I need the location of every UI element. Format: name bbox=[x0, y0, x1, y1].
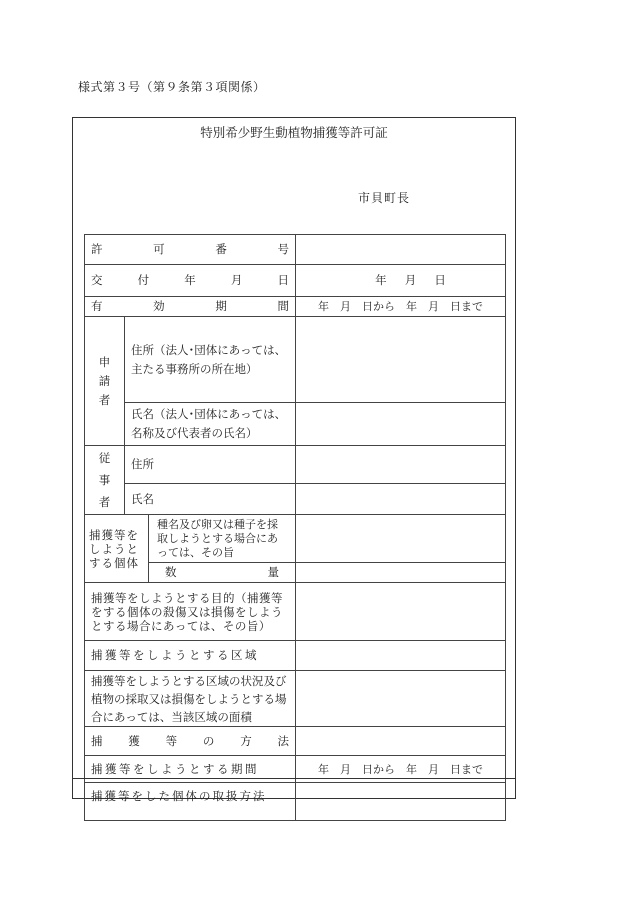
purpose-label: 捕獲等をしようとする目的（捕獲等をする個体の殺傷又は損傷をしようとする場合にあっては、その旨） bbox=[85, 583, 296, 641]
table-row bbox=[85, 235, 506, 265]
worker-address-value bbox=[296, 446, 506, 484]
applicant-name-label: 氏名（法人･団体にあっては、名称及び代表者の氏名） bbox=[125, 403, 296, 446]
worker-name-value bbox=[296, 484, 506, 515]
validity-value: 年 月 日から 年 月 日まで bbox=[296, 297, 506, 317]
issuer-name: 市貝町長 bbox=[358, 191, 411, 205]
table-row bbox=[85, 446, 506, 484]
worker-group-label: 従 事 者 bbox=[85, 446, 125, 515]
area-condition-value bbox=[296, 671, 506, 727]
table-row bbox=[85, 265, 506, 297]
worker-address-label: 住所 bbox=[125, 446, 296, 484]
worker-name-label: 氏名 bbox=[125, 484, 296, 515]
table-row bbox=[85, 783, 506, 821]
individual-group-label: 捕獲等をしようとする個体 bbox=[85, 515, 149, 583]
permit-table bbox=[84, 234, 506, 821]
table-row bbox=[85, 671, 506, 727]
species-value bbox=[296, 515, 506, 563]
species-label: 種名及び卵又は種子を採取しようとする場合にあっては、その旨 bbox=[149, 515, 296, 563]
period-value: 年 月 日から 年 月 日まで bbox=[296, 756, 506, 783]
applicant-address-value bbox=[296, 317, 506, 403]
quantity-value bbox=[296, 563, 506, 583]
permit-number-label: 許可番号 bbox=[85, 235, 296, 265]
table-row bbox=[85, 727, 506, 756]
purpose-value bbox=[296, 583, 506, 641]
area-condition-label: 捕獲等をしようとする区域の状況及び植物の採取又は損傷をしようとする場合にあっては、当該区域の面積 bbox=[85, 671, 296, 727]
handling-value bbox=[296, 783, 506, 821]
validity-label: 有効期間 bbox=[85, 297, 296, 317]
table-row bbox=[85, 563, 506, 583]
quantity-label: 数量 bbox=[149, 563, 296, 583]
area-value bbox=[296, 641, 506, 671]
method-value bbox=[296, 727, 506, 756]
applicant-address-label: 住所（法人･団体にあっては、主たる事務所の所在地） bbox=[125, 317, 296, 403]
applicant-group-label: 申 請 者 bbox=[85, 317, 125, 446]
table-row bbox=[85, 403, 506, 446]
table-row bbox=[85, 297, 506, 317]
permit-number-value bbox=[296, 235, 506, 265]
table-row bbox=[85, 515, 506, 563]
form-number-label: 様式第３号（第９条第３項関係） bbox=[78, 80, 266, 94]
table-row bbox=[85, 641, 506, 671]
table-row bbox=[85, 583, 506, 641]
area-label: 捕獲等をしようとする区域 bbox=[85, 641, 296, 671]
footer-divider bbox=[72, 778, 516, 779]
period-label: 捕獲等をしようとする期間 bbox=[85, 756, 296, 783]
table-row bbox=[85, 484, 506, 515]
method-label: 捕獲等の方法 bbox=[85, 727, 296, 756]
handling-label: 捕獲等をした個体の取扱方法 bbox=[85, 783, 296, 821]
table-row bbox=[85, 317, 506, 403]
issue-date-label: 交付年月日 bbox=[85, 265, 296, 297]
issue-date-value: 年 月 日 bbox=[296, 265, 506, 297]
form-title: 特別希少野生動植物捕獲等許可証 bbox=[200, 125, 388, 140]
applicant-name-value bbox=[296, 403, 506, 446]
